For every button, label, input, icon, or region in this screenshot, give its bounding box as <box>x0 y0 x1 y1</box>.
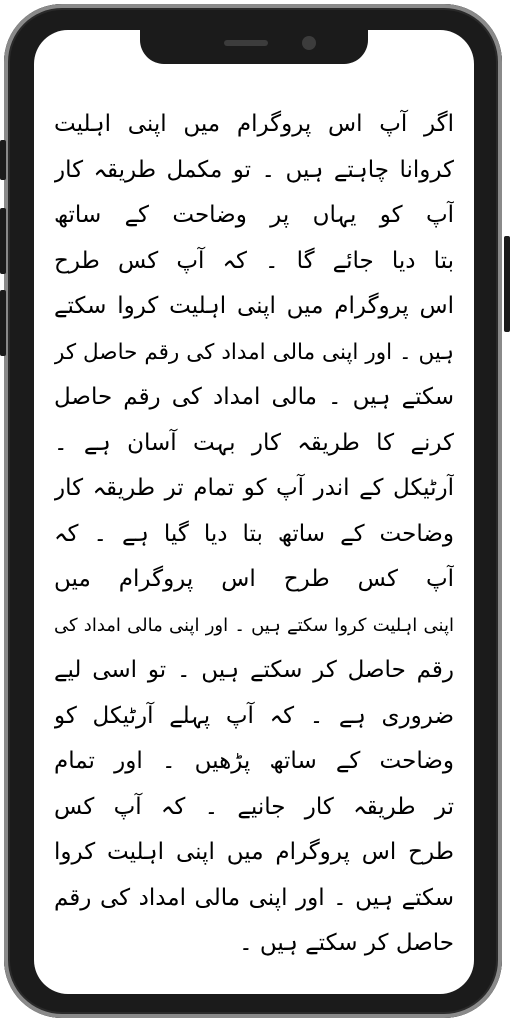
phone-notch <box>140 30 368 64</box>
article-line: اگر آپ اس پروگرام میں اپنی اہلیت <box>54 111 454 137</box>
article-line: ضروری ہے ۔ کہ آپ پہلے آرٹیکل کو <box>54 702 454 729</box>
article-line: آرٹیکل کے اندر آپ کو تمام تر طریقہ کار <box>54 475 454 501</box>
article-line: طرح اس پروگرام میں اپنی اہلیت کروا <box>54 839 454 865</box>
article-line: سکتے ہیں ۔ اور اپنی مالی امداد کی رقم <box>54 884 454 911</box>
article-line: رقم حاصل کر سکتے ہیں ۔ تو اسی لیے <box>54 657 454 683</box>
speaker-grille <box>224 40 268 46</box>
article-line: حاصل کر سکتے ہیں ۔ <box>239 930 454 956</box>
article-line: اس پروگرام میں اپنی اہلیت کروا سکتے <box>54 293 454 319</box>
mute-switch <box>0 140 6 180</box>
article-line: کرنے کا طریقہ کار بہت آسان ہے ۔ <box>54 429 454 456</box>
power-button <box>504 236 510 332</box>
article-line: آپ کو یہاں پر وضاحت کے ساتھ <box>54 202 454 228</box>
article-line: ہیں ۔ اور اپنی مالی امداد کی رقم حاصل کر <box>54 339 454 365</box>
front-camera-icon <box>302 36 316 50</box>
article-line: آپ کس طرح اس پروگرام میں <box>54 566 454 592</box>
volume-up-button <box>0 208 6 274</box>
article-line: سکتے ہیں ۔ مالی امداد کی رقم حاصل <box>54 384 454 410</box>
article-line: وضاحت کے ساتھ بتا دیا گیا ہے ۔ کہ <box>54 520 454 547</box>
article-line: وضاحت کے ساتھ پڑھیں ۔ اور تمام <box>54 748 454 774</box>
article-line: اپنی اہلیت کروا سکتے ہیں ۔ اور اپنی مالی امداد کی <box>54 614 454 636</box>
article-line: بتا دیا جائے گا ۔ کہ آپ کس طرح <box>54 247 454 274</box>
phone-screen <box>34 30 474 994</box>
article-line: کروانا چاہتے ہیں ۔ تو مکمل طریقہ کار <box>54 156 454 183</box>
article-line: تر طریقہ کار جانیے ۔ کہ آپ کس <box>54 793 454 820</box>
article-text <box>54 102 454 982</box>
volume-down-button <box>0 290 6 356</box>
